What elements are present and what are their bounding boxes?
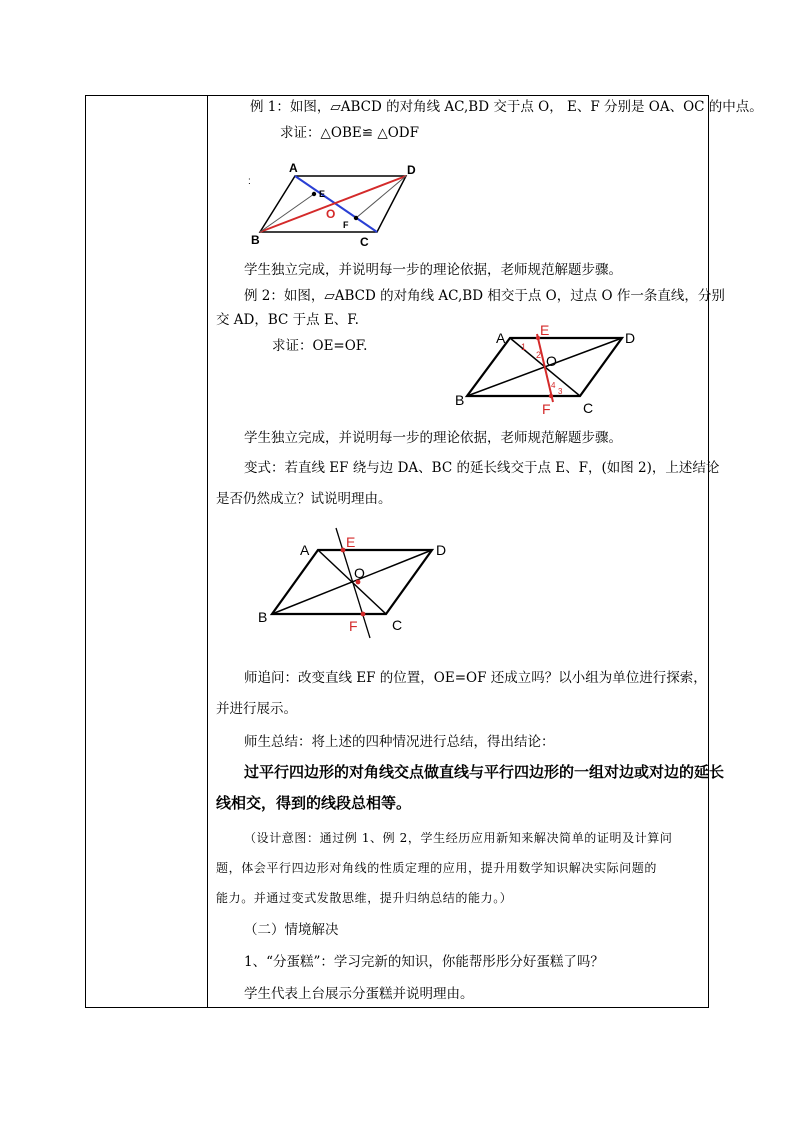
- label-a-3: A: [300, 542, 310, 558]
- angle-1: 1: [521, 342, 527, 352]
- label-d-1: D: [407, 163, 416, 177]
- example2-proof-goal: 求证：OE=OF.: [272, 338, 368, 354]
- diagonal-ac-1: [295, 176, 377, 232]
- figure-1-mark: :: [248, 176, 251, 187]
- angle-mark-3: 3: [558, 387, 563, 396]
- figure-2-svg: [450, 322, 650, 418]
- angle-mark-4: 4: [551, 381, 556, 390]
- design-intent-line1: （设计意图：通过例 1、例 2，学生经历应用新知来解决简单的证明及计算问: [244, 831, 673, 845]
- angle-2: 2: [536, 350, 542, 360]
- label-b-1: B: [251, 233, 260, 247]
- variation-line2: 是否仍然成立？试说明理由。: [216, 491, 392, 507]
- example1-proof-goal: 求证：△OBE≌ △ODF: [280, 125, 419, 141]
- point-f-3: [361, 612, 366, 617]
- label-f-3: F: [349, 618, 358, 634]
- column-divider: [207, 96, 208, 1007]
- label-o-1: O: [326, 207, 336, 221]
- section2-item2: 学生代表上台展示分蛋糕并说明理由。: [244, 986, 474, 1002]
- design-intent-line3: 能力。并通过变式发散思维，提升归纳总结的能力。）: [216, 891, 513, 905]
- label-f-1: F: [343, 220, 349, 230]
- label-a-1: A: [289, 161, 298, 175]
- section2-item1: 1、“分蛋糕”：学习完新的知识，你能帮彤彤分好蛋糕了吗？: [244, 954, 604, 970]
- label-e-2: E: [540, 322, 550, 338]
- label-d-2: D: [625, 330, 636, 346]
- note-2: 学生独立完成，并说明每一步的理论依据，老师规范解题步骤。: [244, 430, 622, 446]
- label-c-1: C: [360, 235, 369, 249]
- figure-3-svg: [252, 526, 462, 642]
- example2-statement-line2: 交 AD，BC 于点 E、F.: [216, 312, 359, 328]
- point-f-2: [549, 394, 553, 398]
- label-b-2: B: [455, 392, 465, 408]
- label-a-2: A: [496, 330, 506, 346]
- example2-statement-line1: 例 2：如图，▱ABCD 的对角线 AC,BD 相交于点 O，过点 O 作一条直线，分别: [244, 288, 725, 304]
- segment-df: [356, 176, 406, 218]
- figure-2: [450, 322, 650, 418]
- point-f-1: [354, 216, 358, 220]
- label-c-2: C: [583, 400, 594, 416]
- label-f-2: F: [542, 401, 551, 417]
- note-1: 学生独立完成，并说明每一步的理论依据，老师规范解题步骤。: [244, 262, 622, 278]
- label-b-3: B: [258, 609, 268, 625]
- followup-line2: 并进行展示。: [216, 701, 297, 717]
- label-o-2: O: [546, 353, 557, 369]
- label-e-3: E: [346, 534, 356, 550]
- section2-heading: （二）情境解决: [244, 922, 339, 938]
- figure-1: [240, 158, 440, 250]
- summary: 师生总结：将上述的四种情况进行总结，得出结论：: [244, 734, 555, 750]
- design-intent-line2: 题，体会平行四边形对角线的性质定理的应用，提升用数学知识解决实际问题的: [216, 861, 658, 875]
- conclusion-line1: 过平行四边形的对角线交点做直线与平行四边形的一组对边或对边的延长: [244, 763, 725, 781]
- figure-3: [252, 526, 462, 642]
- label-o-3: O: [354, 565, 365, 581]
- diagonal-bd-1: [260, 176, 406, 232]
- variation-line1: 变式：若直线 EF 绕与边 DA、BC 的延长线交于点 E、F，(如图 2)，上述结论: [244, 460, 720, 476]
- figure-1-svg: [240, 158, 440, 250]
- label-c-3: C: [392, 617, 403, 633]
- label-e-1: E: [319, 189, 326, 199]
- followup-line1: 师追问：改变直线 EF 的位置，OE=OF 还成立吗？以小组为单位进行探索，: [244, 670, 707, 686]
- example1-statement: 例 1：如图，▱ABCD 的对角线 AC,BD 交于点 O， E、F 分别是 OA、OC 的中点。: [250, 99, 763, 115]
- point-e-3: [341, 548, 346, 553]
- conclusion-line2: 线相交，得到的线段总相等。: [216, 794, 412, 812]
- label-d-3: D: [436, 542, 447, 558]
- point-e-1: [312, 192, 316, 196]
- segment-be: [260, 194, 314, 232]
